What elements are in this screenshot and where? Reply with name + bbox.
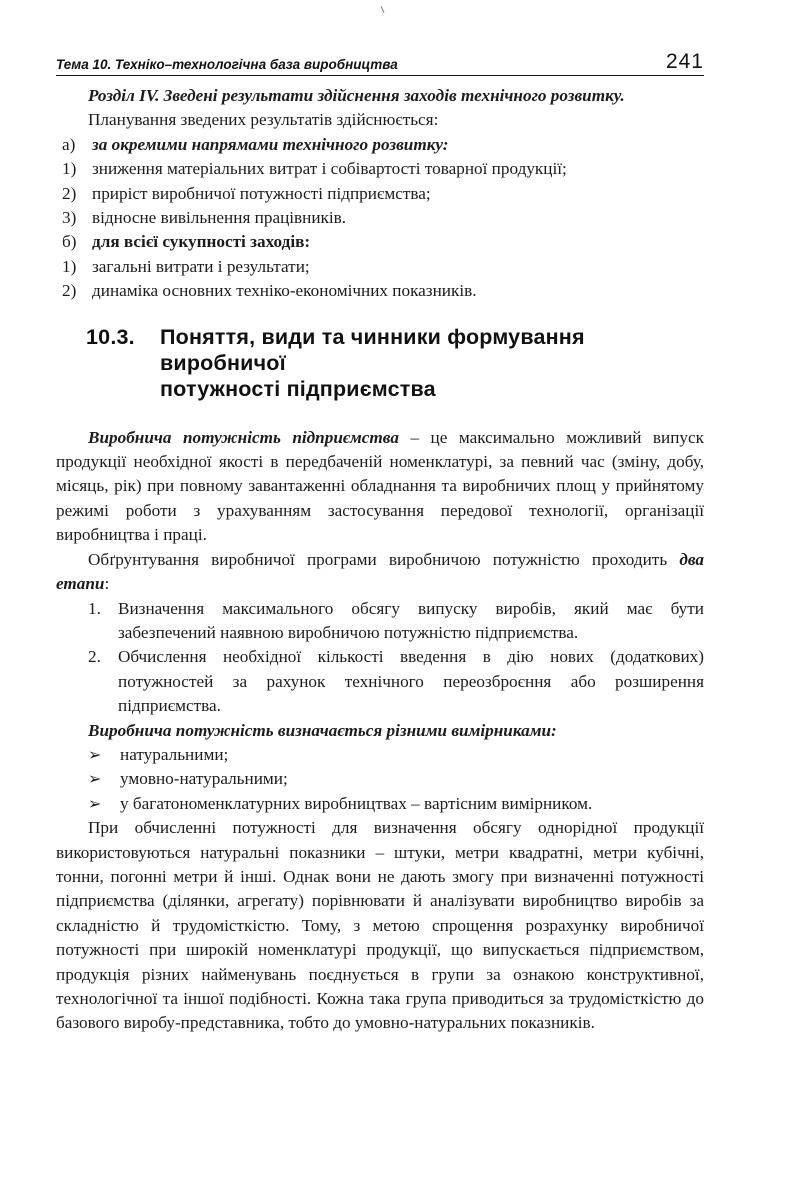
list-item-text: Визначення максимального обсягу випуску виробів, який має бути забезпечений наявною виробничою потужністю підприємства. — [118, 598, 704, 642]
definition-text: – це максимально можливий випуск продукції необхідної якості в передбаченій номенклатурі, за певний час (зміну, добу, місяць, рік) при повному завантаженні обладнання та виробничих площ у прийнятому режимі роботи з урахуванням застосування передової технології, організації виробництва і праці. — [56, 427, 704, 545]
list-item-text: натуральними; — [120, 744, 229, 764]
section-heading — [56, 324, 704, 402]
list-item-label: 2) — [62, 281, 77, 301]
scan-mark — [381, 6, 385, 13]
list-item-label: 2. — [88, 647, 101, 667]
definition-paragraph — [56, 426, 704, 548]
list-item-text: зниження матеріальних витрат і собівартості товарної продукції; — [92, 159, 567, 179]
list-item — [56, 597, 704, 646]
arrow-bullet-icon: ➢ — [88, 769, 102, 789]
list-item-text: загальні витрати і результати; — [92, 256, 310, 276]
defined-term: Виробнича потужність підприємства — [88, 427, 399, 447]
list-item-text: Обчислення необхідної кількості введення в дію нових (додаткових) потужностей за рахунок технічного переозброєння або розширення підприємства. — [118, 647, 704, 716]
list-item-text: у багатономенклатурних виробництвах – вартісним вимірником. — [120, 793, 593, 813]
arrow-bullet-icon: ➢ — [88, 744, 102, 764]
list-item-text: приріст виробничої потужності підприємства; — [92, 183, 431, 203]
list-item — [56, 157, 704, 181]
page-number: 241 — [665, 50, 704, 73]
stages-emphasis: два етапи — [56, 549, 704, 594]
list-item — [56, 279, 704, 303]
section-title-line-1: Поняття, види та чинники формування виробничої — [160, 324, 585, 375]
list-item — [56, 133, 704, 157]
list-item-text: умовно-натуральними; — [120, 769, 288, 789]
list-item-label: 3) — [62, 208, 77, 228]
section-iv-intro: Планування зведених результатів здійснюється: — [88, 110, 439, 130]
list-item — [56, 792, 704, 816]
list-item — [56, 743, 704, 767]
measures-title: Виробнича потужність визначається різними вимірниками: — [88, 720, 557, 740]
header-rule — [56, 75, 704, 77]
list-item-text: відносне вивільнення працівників. — [92, 208, 347, 228]
section-number: 10.3. — [86, 324, 135, 349]
running-header — [56, 48, 704, 76]
stages-intro-text: Обґрунтування виробничої програми виробничою потужністю проходить — [88, 549, 680, 569]
list-item-label: а) — [62, 134, 76, 154]
list-item-text: динаміка основних техніко-економічних показників. — [92, 281, 477, 301]
list-item — [56, 255, 704, 279]
section-iv-title: Розділ IV. Зведені результати здійснення заходів технічного розвитку. — [88, 86, 625, 105]
list-item-text: для всієї сукупності заходів: — [92, 232, 311, 252]
list-item — [56, 767, 704, 791]
list-item-label: 2) — [62, 183, 77, 203]
list-item — [56, 230, 704, 254]
list-item — [56, 182, 704, 206]
header-title: Тема 10. Техніко–технологічна база виробництва — [56, 57, 398, 72]
stages-list — [56, 597, 704, 719]
list-item-text: за окремими напрямами технічного розвитку: — [92, 134, 449, 154]
list-item — [56, 645, 704, 718]
list-item-label: 1) — [62, 159, 77, 179]
stages-intro — [56, 548, 704, 597]
page-body — [56, 84, 704, 1036]
list-item — [56, 206, 704, 230]
section-title — [160, 324, 704, 402]
measurement-paragraph: При обчисленні потужності для визначення обсягу однорідної продукції використовуються натуральні показники – штуки, метри квадратні, метри кубічні, тонни, погонні метри й інші. Однак вони не дають змогу при визначенні потужності підприємства (ділянки, агрегату) порівнювати й аналізувати виробництво виробів за складністю й трудомісткістю. Тому, з метою спрощення розрахунку виробничої потужності при широкій номенклатурі продукції, що випускається підприємством, продукція різних найменувань поєднується в групи за ознакою конструктивної, технологічної та іншої подібності. Кожна така група приводиться за трудомісткістю до базового виробу-представника, тобто до умовно-натуральних показників. — [56, 818, 704, 1033]
list-item-label: 1) — [62, 256, 77, 276]
measures-list — [56, 743, 704, 816]
list-item-label: б) — [62, 232, 77, 252]
stages-intro-end: : — [104, 574, 110, 594]
planning-list — [56, 133, 704, 304]
section-title-line-2: потужності підприємства — [160, 376, 436, 401]
list-item-label: 1. — [88, 598, 101, 618]
arrow-bullet-icon: ➢ — [88, 793, 102, 813]
